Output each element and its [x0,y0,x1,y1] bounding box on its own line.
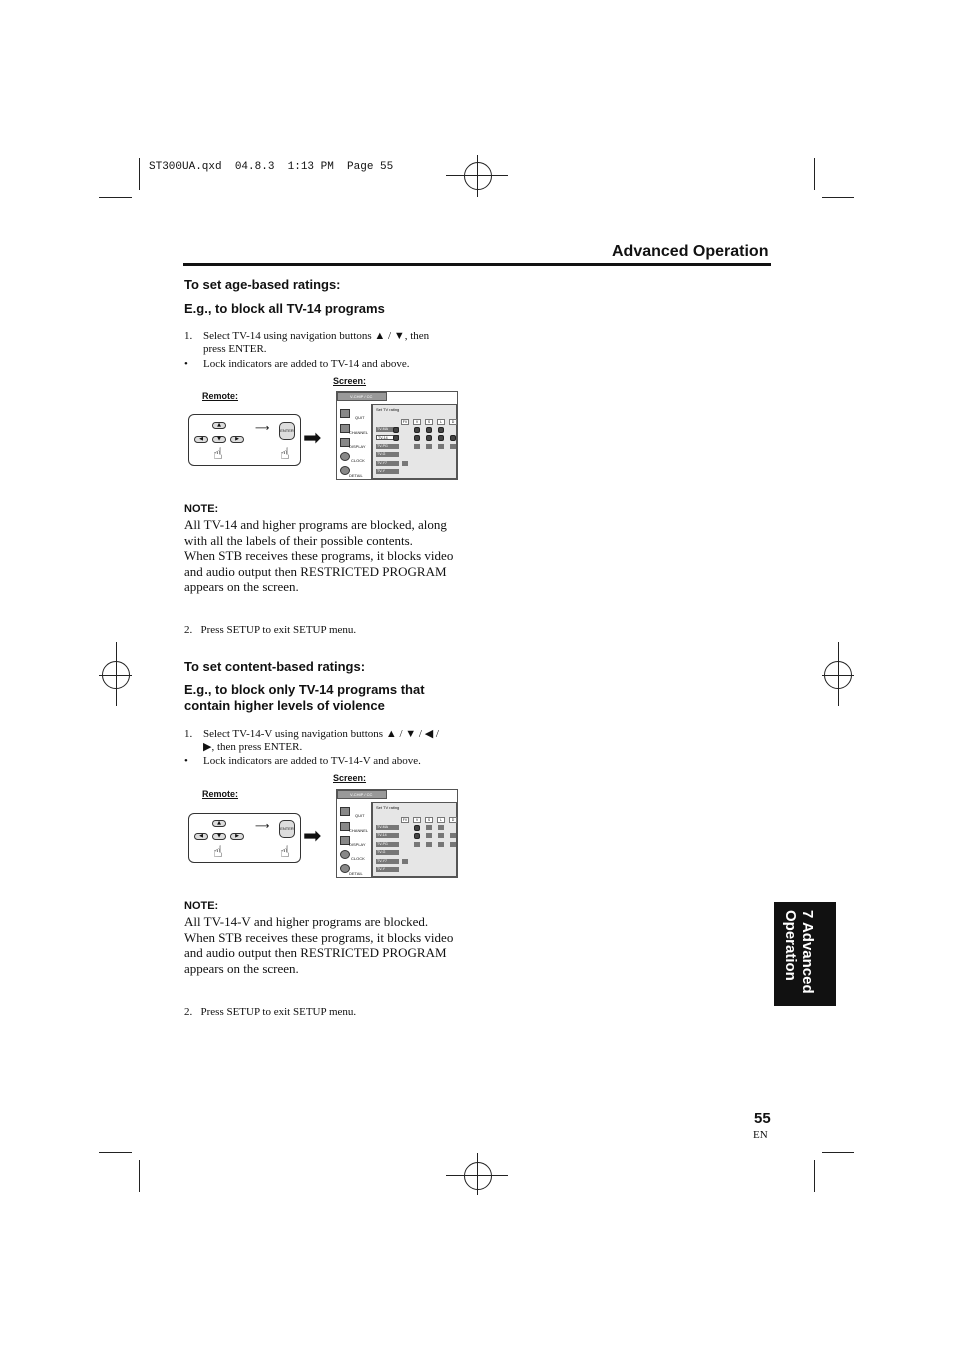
rating-row: TV-MA [376,427,399,432]
big-arrow-icon: ➡ [303,824,322,849]
quit-icon [340,807,350,816]
sidebar-item-detail: DETAIL [349,871,363,876]
right-button: ▶ [230,436,244,443]
screen-main-panel [372,404,457,479]
grid-cell [426,842,432,847]
section2-note-label: NOTE: [184,900,219,912]
column-header: S [425,817,433,823]
rating-row: TV-Y7 [376,859,399,864]
tv-screen-mockup [336,391,458,480]
section1-note-label: NOTE: [184,503,219,515]
page-header-title: Advanced Operation [612,243,769,260]
rating-row: TV-G [376,850,399,855]
grid-cell [438,825,444,830]
big-arrow-icon: ➡ [303,426,322,451]
section1-step2: 2. Press SETUP to exit SETUP menu. [184,624,357,636]
column-header: S [425,419,433,425]
rating-row: TV-PG [376,842,399,847]
section2-note [184,914,453,976]
grid-cell [450,444,456,449]
down-button: ▼ [212,436,226,443]
grid-cell [438,833,444,838]
chapter-tab-line1: 7 Advanced [799,910,816,994]
section2-step1-number: 1. [184,728,193,740]
enter-button: ENTER [279,820,295,838]
note-line: appears on the screen. [184,960,299,976]
sidebar-item-channel: CHANNEL [349,430,369,435]
section2-step1-line2: ▶, then press ENTER. [203,741,303,753]
rating-row: TV-Y [376,469,399,474]
screen-caption: Set TV rating [376,805,400,810]
sidebar-item-detail: DETAIL [349,473,363,478]
sidebar-item-quit: QUIT [355,813,365,818]
grid-cell [402,461,408,466]
note-line: and audio output then RESTRICTED PROGRAM [184,563,447,579]
note-line: with all the labels of their possible contents. [184,532,413,548]
screen-sidebar [337,802,372,877]
screen-tab: V-CHIP / CC [337,790,387,799]
pointing-hand-icon: ☝ [213,444,223,463]
header-rule [183,263,771,266]
lock-icon [414,427,420,433]
grid-cell [438,444,444,449]
column-header: FV [402,420,408,424]
grid-cell [426,833,432,838]
grid-cell [450,833,456,838]
lock-icon [450,435,456,441]
section1-screen-label: Screen: [333,376,367,386]
note-line: All TV-14-V and higher programs are blocked. [184,914,429,929]
pointing-hand-icon: ☝ [213,842,223,861]
lock-icon [393,435,399,441]
section2-example-line2: contain higher levels of violence [184,698,385,713]
column-header: FV [402,818,408,822]
section1-step1-number: 1. [184,330,193,342]
rating-row: TV-MA [376,825,399,830]
screen-caption: Set TV rating [376,407,400,412]
column-header: L [437,419,445,425]
arrow-right-icon: ⟶ [255,821,270,832]
sidebar-item-clock: CLOCK [351,856,365,861]
section1-bullet: • [184,358,188,370]
screen-main-panel [372,802,457,877]
grid-cell [402,859,408,864]
clock-icon [340,452,350,461]
arrow-right-icon: ⟶ [255,423,270,434]
sidebar-item-channel: CHANNEL [349,828,369,833]
left-button: ◀ [194,436,208,443]
section1-example: E.g., to block all TV-14 programs [184,301,385,316]
section2-remote-label: Remote: [202,789,239,799]
section2-step2: 2. Press SETUP to exit SETUP menu. [184,1006,357,1018]
grid-cell [438,842,444,847]
up-button: ▲ [212,820,226,827]
chapter-side-tab [774,902,836,1006]
grid-cell [450,842,456,847]
column-header: D [449,419,457,425]
pointing-hand-icon: ☝ [280,444,290,463]
enter-button: ENTER [279,422,295,440]
rating-row: TV-PG [376,444,399,449]
lock-icon [438,435,444,441]
rating-row: TV-G [376,452,399,457]
quit-icon [340,409,350,418]
lock-icon [414,825,420,831]
page-number: 55 [754,1110,771,1127]
up-button: ▲ [212,422,226,429]
note-line: and audio output then RESTRICTED PROGRAM [184,945,447,961]
screen-sidebar [337,404,372,479]
remote-illustration [188,414,301,466]
down-button: ▼ [212,833,226,840]
right-button: ▶ [230,833,244,840]
lock-icon [426,427,432,433]
rating-row: TV-14 [376,833,399,838]
rating-row: TV-Y [376,867,399,872]
sidebar-item-display: DISPLAY [349,842,366,847]
column-header: V [413,419,421,425]
lock-icon [393,427,399,433]
screen-tab: V-CHIP / CC [337,392,387,401]
language-code: EN [753,1129,768,1141]
section1-note [184,517,453,595]
sidebar-item-quit: QUIT [355,415,365,420]
file-slug: ST300UA.qxd 04.8.3 1:13 PM Page 55 [149,161,394,173]
section2-heading: To set content-based ratings: [184,659,366,674]
tv-screen-mockup [336,789,458,878]
sidebar-item-clock: CLOCK [351,458,365,463]
note-line: When STB receives these programs, it blocks video [184,929,454,945]
lock-icon [414,833,420,839]
rating-row-selected: TV-14 [376,435,399,440]
section1-step1-line2: press ENTER. [203,343,267,355]
column-header: L [437,817,445,823]
grid-cell [414,842,420,847]
section1-remote-label: Remote: [202,391,239,401]
grid-cell [426,444,432,449]
note-line: appears on the screen. [184,579,299,595]
section1-heading: To set age-based ratings: [184,277,341,292]
section1-step1-line1: Select TV-14 using navigation buttons ▲ / ▼, then [203,330,430,342]
column-header: D [449,817,457,823]
section2-screen-label: Screen: [333,773,367,783]
rating-row: TV-Y7 [376,461,399,466]
left-button: ◀ [194,833,208,840]
grid-cell [426,825,432,830]
remote-illustration [188,813,301,863]
sidebar-item-display: DISPLAY [349,444,366,449]
note-line: When STB receives these programs, it blocks video [184,548,454,564]
grid-cell [414,444,420,449]
section2-bullet-text: Lock indicators are added to TV-14-V and above. [203,755,421,767]
clock-icon [340,850,350,859]
lock-icon [414,435,420,441]
lock-icon [426,435,432,441]
chapter-tab-line2: Operation [782,910,799,981]
section2-example-line1: E.g., to block only TV-14 programs that [184,682,425,697]
section2-bullet: • [184,755,188,767]
note-line: All TV-14 and higher programs are blocked, along [184,517,447,532]
section2-step1-line1: Select TV-14-V using navigation buttons ▲ / ▼ / ◀ / [203,728,439,740]
lock-icon [438,427,444,433]
pointing-hand-icon: ☝ [280,842,290,861]
column-header: V [413,817,421,823]
section1-bullet-text: Lock indicators are added to TV-14 and above. [203,358,410,370]
